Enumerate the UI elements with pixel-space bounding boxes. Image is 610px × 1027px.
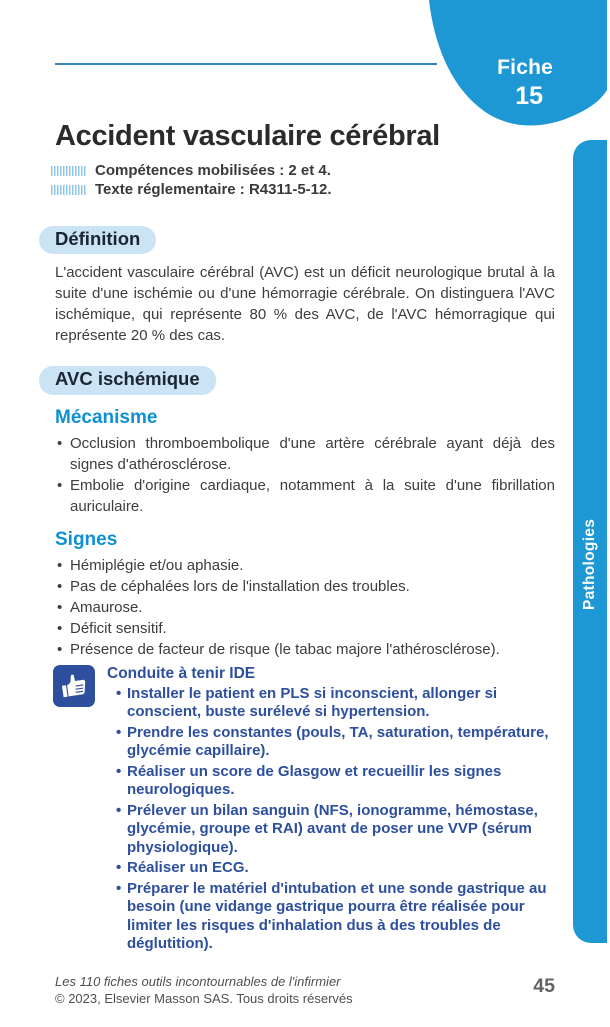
conduite-item: • Prélever un bilan sanguin (NFS, ionogramme, hémostase, glycémie, groupe et RAI) avant de poser une VVP (sérum physiologique). bbox=[116, 802, 555, 858]
page-title: Accident vasculaire cérébral bbox=[55, 120, 440, 152]
section-heading-definition: Définition bbox=[39, 226, 156, 254]
meta-block bbox=[55, 161, 555, 199]
conduite-block bbox=[55, 664, 555, 956]
signes-item: • Présence de facteur de risque (le tabac majore l'athérosclérose). bbox=[57, 639, 555, 660]
section-heading-avc-ischemique: AVC ischémique bbox=[39, 366, 216, 394]
conduite-item: • Réaliser un ECG. bbox=[116, 859, 555, 878]
footer-copyright: © 2023, Elsevier Masson SAS. Tous droits réservés bbox=[55, 990, 353, 1006]
fiche-label: Fiche bbox=[497, 56, 553, 79]
page-content bbox=[55, 0, 555, 956]
conduite-item: • Prendre les constantes (pouls, TA, saturation, température, glycémie capillaire). bbox=[116, 724, 555, 761]
subsection-heading-mecanisme: Mécanisme bbox=[55, 406, 158, 428]
signes-item: • Hémiplégie et/ou aphasie. bbox=[57, 555, 555, 576]
chapter-side-tab-label: Pathologies bbox=[581, 518, 598, 611]
meta-text: Texte réglementaire : R4311-5-12. bbox=[95, 181, 332, 198]
conduite-item: • Préparer le matériel d'intubation et une sonde gastrique au besoin (une vidange gastrique pourra être réalisée pour limiter les risques d'inhalation dus à des troubles de déglutition). bbox=[116, 880, 555, 954]
footer bbox=[55, 974, 353, 1007]
conduite-item: • Réaliser un score de Glasgow et recueillir les signes neurologiques. bbox=[116, 763, 555, 800]
meta-text: Compétences mobilisées : 2 et 4. bbox=[95, 162, 331, 179]
conduite-content bbox=[107, 664, 555, 956]
mecanisme-list bbox=[55, 433, 555, 517]
signes-list bbox=[55, 555, 555, 660]
chapter-side-tab bbox=[573, 140, 607, 943]
conduite-item: • Installer le patient en PLS si inconscient, allonger si conscient, buste surélevé si hypertension. bbox=[116, 685, 555, 722]
tick-bars-icon bbox=[51, 185, 87, 195]
signes-item: • Déficit sensitif. bbox=[57, 618, 555, 639]
meta-row-competences bbox=[55, 161, 555, 180]
page-number: 45 bbox=[533, 975, 555, 997]
thumbs-up-icon bbox=[53, 665, 95, 707]
footer-book-title: Les 110 fiches outils incontournables de l'infirmier bbox=[55, 974, 341, 989]
conduite-heading: Conduite à tenir IDE bbox=[107, 664, 256, 682]
signes-item: • Amaurose. bbox=[57, 597, 555, 618]
conduite-list bbox=[107, 685, 555, 954]
tick-bars-icon bbox=[51, 166, 87, 176]
definition-paragraph: L'accident vasculaire cérébral (AVC) est un déficit neurologique brutal à la suite d'une ischémie ou d'une hémorragie cérébrale. On distinguera l'AVC ischémique, qui représente 80 % des AVC, de l'AVC hémorragique qui représente 20 % des cas. bbox=[55, 264, 555, 345]
fiche-number: 15 bbox=[515, 82, 543, 110]
mecanisme-item: • Occlusion thromboembolique d'une artère cérébrale ayant déjà des signes d'athérosclérose. bbox=[57, 433, 555, 475]
signes-item: • Pas de céphalées lors de l'installation des troubles. bbox=[57, 576, 555, 597]
mecanisme-item: • Embolie d'origine cardiaque, notamment à la suite d'une fibrillation auriculaire. bbox=[57, 475, 555, 517]
meta-row-texte-reglementaire bbox=[55, 180, 555, 199]
subsection-heading-signes: Signes bbox=[55, 528, 118, 550]
